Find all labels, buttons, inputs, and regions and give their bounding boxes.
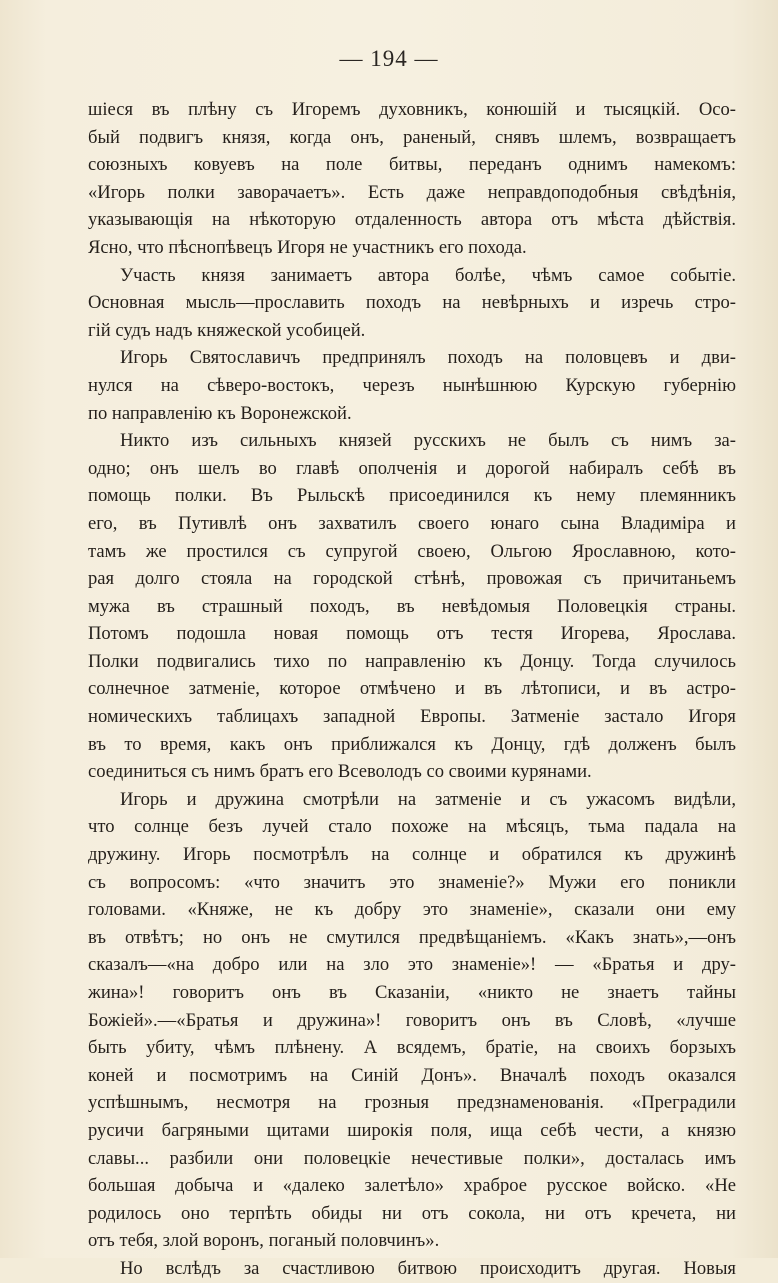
paragraph: [88, 1255, 736, 1283]
text-line: Игорь и дружина смотрѣли на затменіе и съ ужасомъ видѣли,: [120, 788, 736, 810]
text-line: союзныхъ ковуевъ на поле битвы, переданъ однимъ намекомъ:: [88, 154, 736, 176]
text-line: Но вслѣдъ за счастливою битвою происходитъ другая. Новыя: [120, 1257, 736, 1279]
text-line: номическихъ таблицахъ западной Европы. Затменіе застало Игоря: [88, 706, 736, 728]
text-line: Божіей».—«Братья и дружина»! говоритъ онъ въ Словѣ, «лучше: [88, 1009, 736, 1031]
text-line: быть убиту, чѣмъ плѣнену. А всядемъ, братіе, на своихъ борзыхъ: [88, 1037, 736, 1059]
text-line: Участь князя занимаетъ автора болѣе, чѣмъ самое событіе.: [120, 264, 736, 286]
text-line: рая долго стояла на городской стѣнѣ, провожая съ причитаньемъ: [88, 568, 736, 590]
text-line: Никто изъ сильныхъ князей русскихъ не былъ съ нимъ за-: [120, 430, 736, 452]
text-line: успѣшнымъ, несмотря на грозныя предзнаменованія. «Преградили: [88, 1092, 736, 1114]
text-line: Игорь Святославичъ предпринялъ походъ на половцевъ и дви-: [120, 347, 736, 369]
text-line: нулся на сѣверо-востокъ, черезъ нынѣшнюю Курскую губернію: [88, 374, 736, 396]
text-line: отъ тебя, злой воронъ, поганый половчинъ».: [88, 1230, 440, 1252]
text-line: головами. «Княже, не къ добру это знаменіе», сказали они ему: [88, 899, 736, 921]
text-line: указывающія на нѣкоторую отдаленность автора отъ мѣста дѣйствія.: [88, 209, 736, 231]
text-line: соединиться съ нимъ братъ его Всеволодъ со своими курянами.: [88, 761, 592, 783]
text-line: въ отвѣтъ; но онъ не смутился предвѣщаніемъ. «Какъ знать»,—онъ: [88, 926, 736, 948]
text-line: русичи багряными щитами широкія поля, ища себѣ чести, а князю: [88, 1119, 736, 1141]
text-line: гій судъ надъ княжеской усобицей.: [88, 319, 366, 341]
text-line: тамъ же простился съ супругой своею, Ольгою Ярославною, кото-: [88, 540, 736, 562]
text-line: дружину. Игорь посмотрѣлъ на солнце и обратился къ дружинѣ: [88, 844, 736, 866]
text-line: Полки подвигались тихо по направленію къ Донцу. Тогда случилось: [88, 650, 736, 672]
text-line: «Игорь полки заворачаетъ». Есть даже неправдоподобныя свѣдѣнія,: [88, 181, 736, 203]
text-line: Потомъ подошла новая помощь отъ тестя Игорева, Ярослава.: [88, 623, 736, 645]
text-line: въ то время, какъ онъ приближался къ Донцу, гдѣ долженъ былъ: [88, 733, 736, 755]
text-line: его, въ Путивлѣ онъ захватилъ своего юнаго сына Владиміра и: [88, 512, 736, 534]
page-number: — 194 —: [339, 46, 439, 71]
body-text: [88, 96, 736, 1283]
text-line: солнечное затменіе, которое отмѣчено и въ лѣтописи, и въ астро-: [88, 678, 736, 700]
paragraph: [88, 262, 736, 345]
paragraph: [88, 344, 736, 427]
paragraph: [88, 427, 736, 786]
paragraph: [88, 96, 736, 262]
paragraph: [88, 786, 736, 1255]
text-line: коней и посмотримъ на Синій Донъ». Вначалѣ походъ оказался: [88, 1064, 736, 1086]
text-line: сказалъ—«на добро или на зло это знаменіе»! — «Братья и дру-: [88, 954, 736, 976]
text-line: Основная мысль—прославить походъ на невѣрныхъ и изречь стро-: [88, 292, 736, 314]
text-line: Ясно, что пѣснопѣвецъ Игоря не участникъ его похода.: [88, 236, 527, 258]
text-line: жина»! говоритъ онъ въ Сказаніи, «никто не знаетъ тайны: [88, 982, 736, 1003]
text-line: что солнце безъ лучей стало похоже на мѣсяцъ, тьма падала на: [88, 816, 736, 838]
text-line: помощь полки. Въ Рыльскѣ присоединился къ нему племянникъ: [88, 485, 736, 507]
text-line: съ вопросомъ: «что значитъ это знаменіе?» Мужи его поникли: [88, 871, 736, 893]
text-line: большая добыча и «далеко залетѣло» храброе русское войско. «Не: [88, 1175, 736, 1197]
text-line: славы... разбили они половецкіе нечестивые полки», досталась имъ: [88, 1147, 736, 1169]
text-line: бый подвигъ князя, когда онъ, раненый, снявъ шлемъ, возвращаетъ: [88, 126, 736, 148]
text-line: одно; онъ шелъ во главѣ ополченія и дорогой набиралъ себѣ въ: [88, 457, 736, 479]
text-line: по направленію къ Воронежской.: [88, 402, 352, 424]
text-line: шіеся въ плѣну съ Игоремъ духовникъ, конюшій и тысяцкій. Осо-: [88, 99, 736, 120]
text-line: родилось оно терпѣть обиды ни отъ сокола, ни отъ кречета, ни: [88, 1202, 736, 1224]
text-line: мужа въ страшный походъ, въ невѣдомыя Половецкія страны.: [88, 595, 736, 617]
